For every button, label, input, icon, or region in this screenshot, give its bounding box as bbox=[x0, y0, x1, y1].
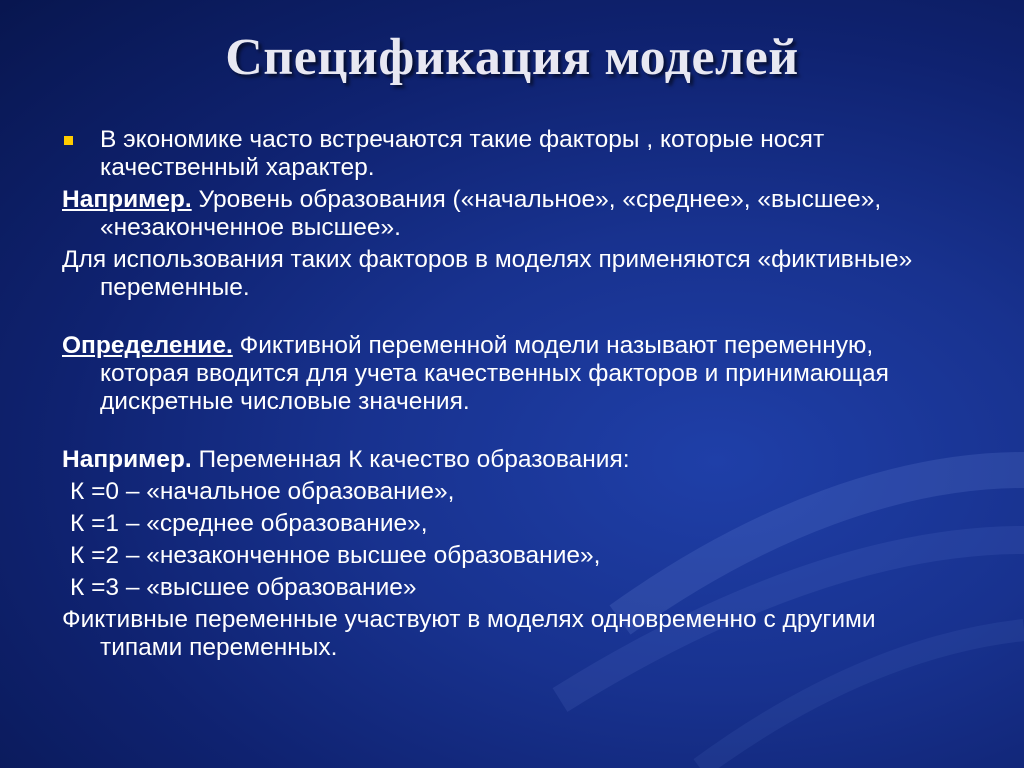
conclusion-text: Фиктивные переменные участвуют в моделях одновременно с другими типами переменных. bbox=[62, 606, 876, 661]
example-text-2: Переменная К качество образования: bbox=[191, 446, 630, 473]
intro-text: В экономике часто встречаются такие факторы , которые носят качественный характер. bbox=[100, 126, 825, 181]
paragraph-intro bbox=[62, 126, 962, 182]
k-value-line: К =1 – «среднее образование», bbox=[70, 510, 428, 537]
usage-text: Для использования таких факторов в моделях применяются «фиктивные» переменные. bbox=[62, 246, 913, 301]
k-value-line: К =2 – «незаконченное высшее образование», bbox=[70, 542, 601, 569]
example-label: Например. bbox=[62, 186, 192, 213]
definition-text: Фиктивной переменной модели называют переменную, которая вводится для учета качественных факторов и принимающая дискретные числовые значения. bbox=[100, 332, 889, 415]
paragraph-example-1 bbox=[62, 186, 962, 242]
paragraph-example-2 bbox=[62, 446, 962, 474]
paragraph-usage bbox=[62, 246, 962, 302]
example-text: Уровень образования («начальное», «среднее», «высшее», «незаконченное высшее». bbox=[100, 186, 882, 241]
k-value-line: К =3 – «высшее образование» bbox=[70, 574, 417, 601]
spacer bbox=[62, 306, 962, 332]
definition-label: Определение. bbox=[62, 332, 233, 359]
paragraph-conclusion bbox=[62, 606, 962, 662]
k-value-line: К =0 – «начальное образование», bbox=[70, 478, 455, 505]
slide-title: Спецификация моделей bbox=[225, 29, 799, 86]
slide-content bbox=[62, 126, 962, 666]
spacer bbox=[62, 420, 962, 446]
square-bullet-icon bbox=[64, 136, 73, 145]
paragraph-definition bbox=[62, 332, 962, 416]
example-label-2: Например. bbox=[62, 446, 192, 473]
